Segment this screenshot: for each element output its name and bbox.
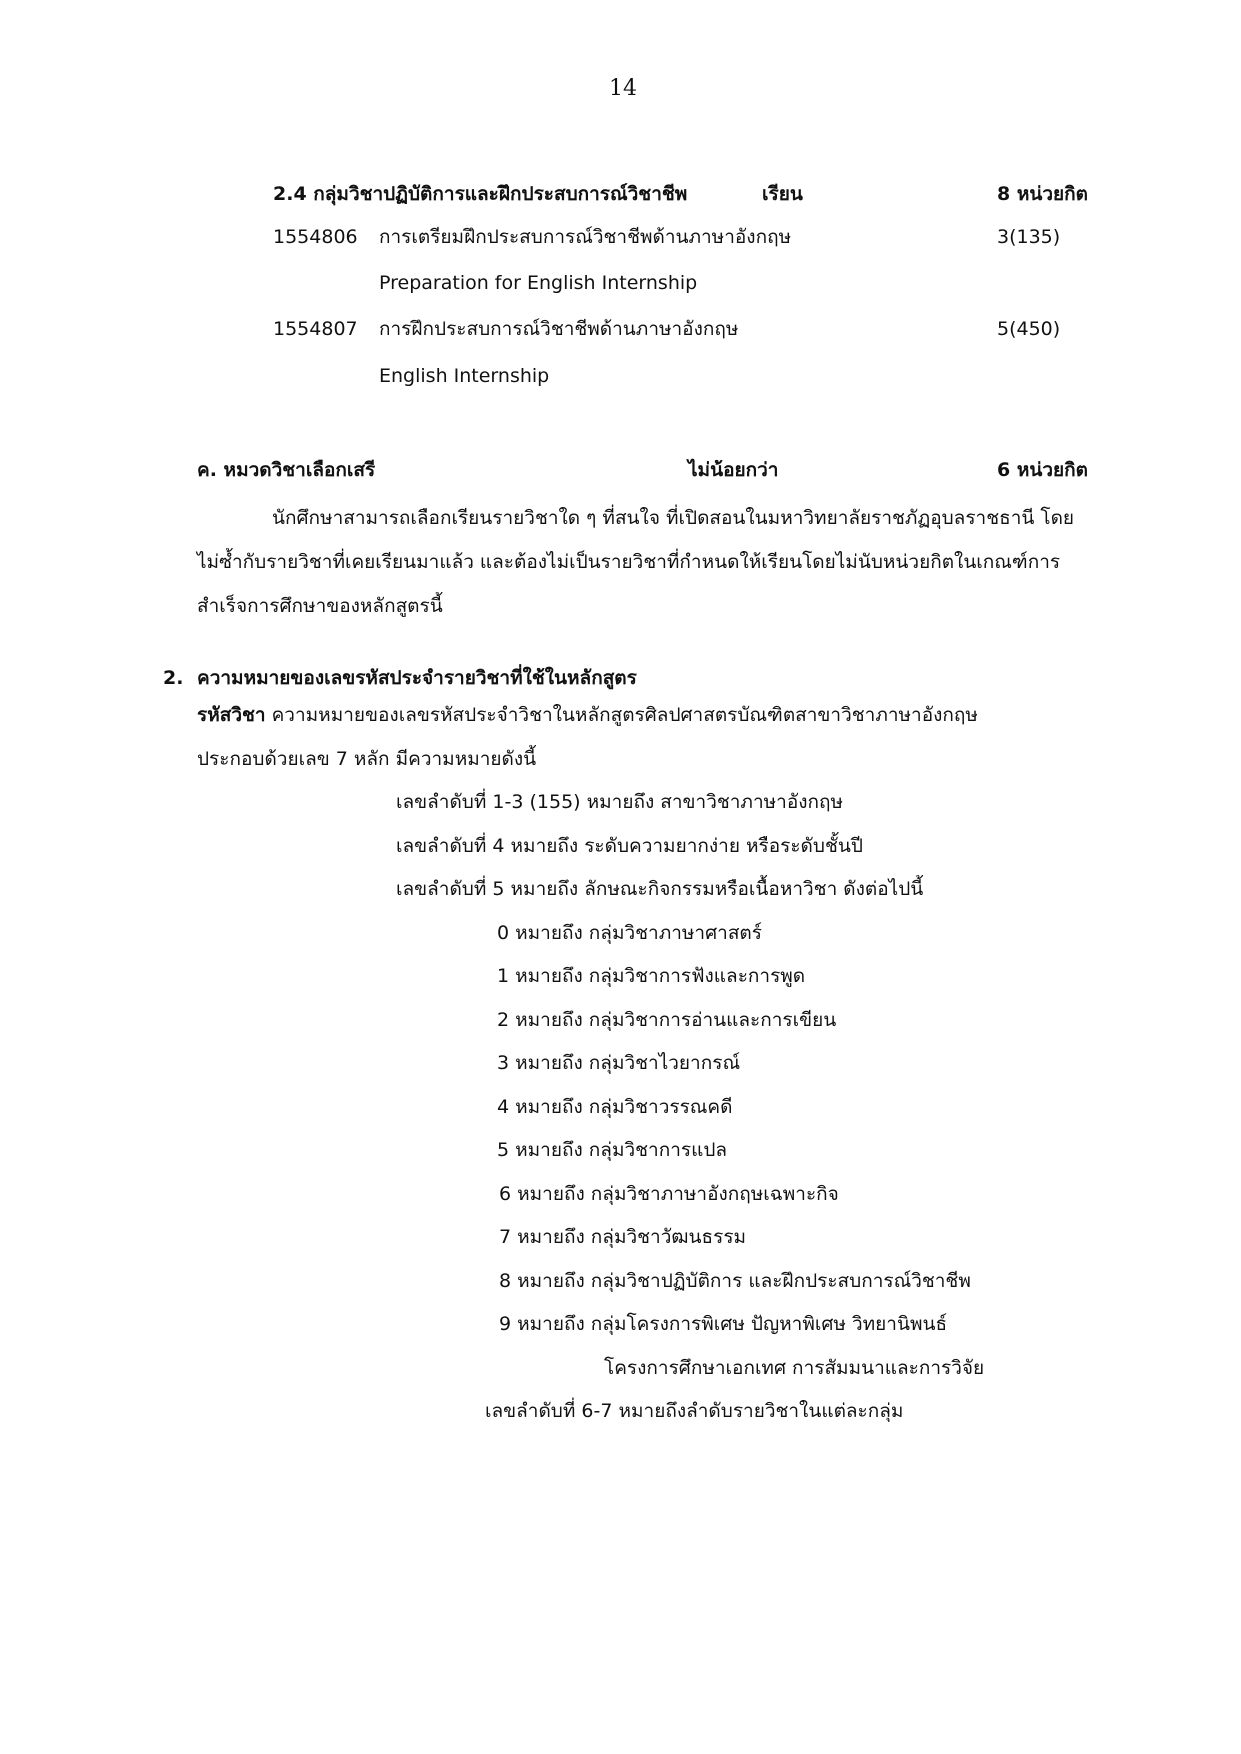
course-name-th: การฝึกประสบการณ์วิชาชีพด้านภาษาอังกฤษ xyxy=(379,318,739,340)
free-elective-description xyxy=(197,496,1137,628)
section-2-intro xyxy=(197,704,978,727)
free-elective-credits: 6 หน่วยกิต xyxy=(997,459,1088,481)
section-24-study-label: เรียน xyxy=(762,183,803,205)
section-24-title: 2.4 กลุ่มวิชาปฏิบัติการและฝึกประสบการณ์วิชาชีพ xyxy=(273,183,688,205)
course-code: 1554806 xyxy=(273,226,358,248)
code-term: รหัสวิชา xyxy=(197,704,266,726)
group-item: 6 หมายถึง กลุ่มวิชาภาษาอังกฤษเฉพาะกิจ xyxy=(499,1183,839,1205)
free-elective-min-label: ไม่น้อยกว่า xyxy=(688,459,779,481)
section-2-title: ความหมายของเลขรหัสประจำรายวิชาที่ใช้ในหลักสูตร xyxy=(197,667,637,689)
group-item: 1 หมายถึง กลุ่มวิชาการฟังและการพูด xyxy=(497,965,806,987)
course-name-en: Preparation for English Internship xyxy=(379,272,698,294)
course-name-en: English Internship xyxy=(379,365,550,387)
course-credit: 3(135) xyxy=(997,226,1061,248)
group-item: 9 หมายถึง กลุ่มโครงการพิเศษ ปัญหาพิเศษ วิทยานิพนธ์ xyxy=(499,1313,948,1335)
group-item: 2 หมายถึง กลุ่มวิชาการอ่านและการเขียน xyxy=(497,1009,837,1031)
intro-text: ความหมายของเลขรหัสประจำวิชาในหลักสูตรศิลปศาสตรบัณฑิตสาขาวิชาภาษาอังกฤษ xyxy=(265,704,978,726)
digit-meaning: เลขลำดับที่ 1-3 (155) หมายถึง สาขาวิชาภาษาอังกฤษ xyxy=(396,791,844,813)
free-elective-title: ค. หมวดวิชาเลือกเสรี xyxy=(197,459,376,481)
group-item: 4 หมายถึง กลุ่มวิชาวรรณคดี xyxy=(497,1096,733,1118)
section-24-credits: 8 หน่วยกิต xyxy=(997,183,1088,205)
section-2-number: 2. xyxy=(163,667,184,689)
paragraph-line: สำเร็จการศึกษาของหลักสูตรนี้ xyxy=(197,595,443,617)
paragraph-line: ไม่ซ้ำกับรายวิชาที่เคยเรียนมาแล้ว และต้องไม่เป็นรายวิชาที่กำหนดให้เรียนโดยไม่นับหน่วยกิตในเกณฑ์การ xyxy=(197,551,1061,573)
digit-meaning: เลขลำดับที่ 5 หมายถึง ลักษณะกิจกรรมหรือเนื้อหาวิชา ดังต่อไปนี้ xyxy=(396,878,924,900)
group-item: 0 หมายถึง กลุ่มวิชาภาษาศาสตร์ xyxy=(497,922,762,944)
digit-meaning-last: เลขลำดับที่ 6-7 หมายถึงลำดับรายวิชาในแต่ละกลุ่ม xyxy=(485,1400,904,1422)
group-item: 8 หมายถึง กลุ่มวิชาปฏิบัติการ และฝึกประสบการณ์วิชาชีพ xyxy=(499,1270,971,1292)
paragraph-line: นักศึกษาสามารถเลือกเรียนรายวิชาใด ๆ ที่สนใจ ที่เปิดสอนในมหาวิทยาลัยราชภัฏอุบลราชธานี โดย xyxy=(272,507,1075,529)
digit-meaning: เลขลำดับที่ 4 หมายถึง ระดับความยากง่าย หรือระดับชั้นปี xyxy=(396,835,863,857)
section-2-intro-line2: ประกอบด้วยเลข 7 หลัก มีความหมายดังนี้ xyxy=(197,748,537,770)
page-number: 14 xyxy=(609,76,637,101)
course-name-th: การเตรียมฝึกประสบการณ์วิชาชีพด้านภาษาอังกฤษ xyxy=(379,226,792,248)
group-item: 3 หมายถึง กลุ่มวิชาไวยากรณ์ xyxy=(497,1052,741,1074)
group-item: 5 หมายถึง กลุ่มวิชาการแปล xyxy=(497,1139,728,1161)
course-code: 1554807 xyxy=(273,318,358,340)
group-item: 7 หมายถึง กลุ่มวิชาวัฒนธรรม xyxy=(499,1226,747,1248)
course-credit: 5(450) xyxy=(997,318,1061,340)
group-item-continuation: โครงการศึกษาเอกเทศ การสัมมนาและการวิจัย xyxy=(604,1357,985,1379)
